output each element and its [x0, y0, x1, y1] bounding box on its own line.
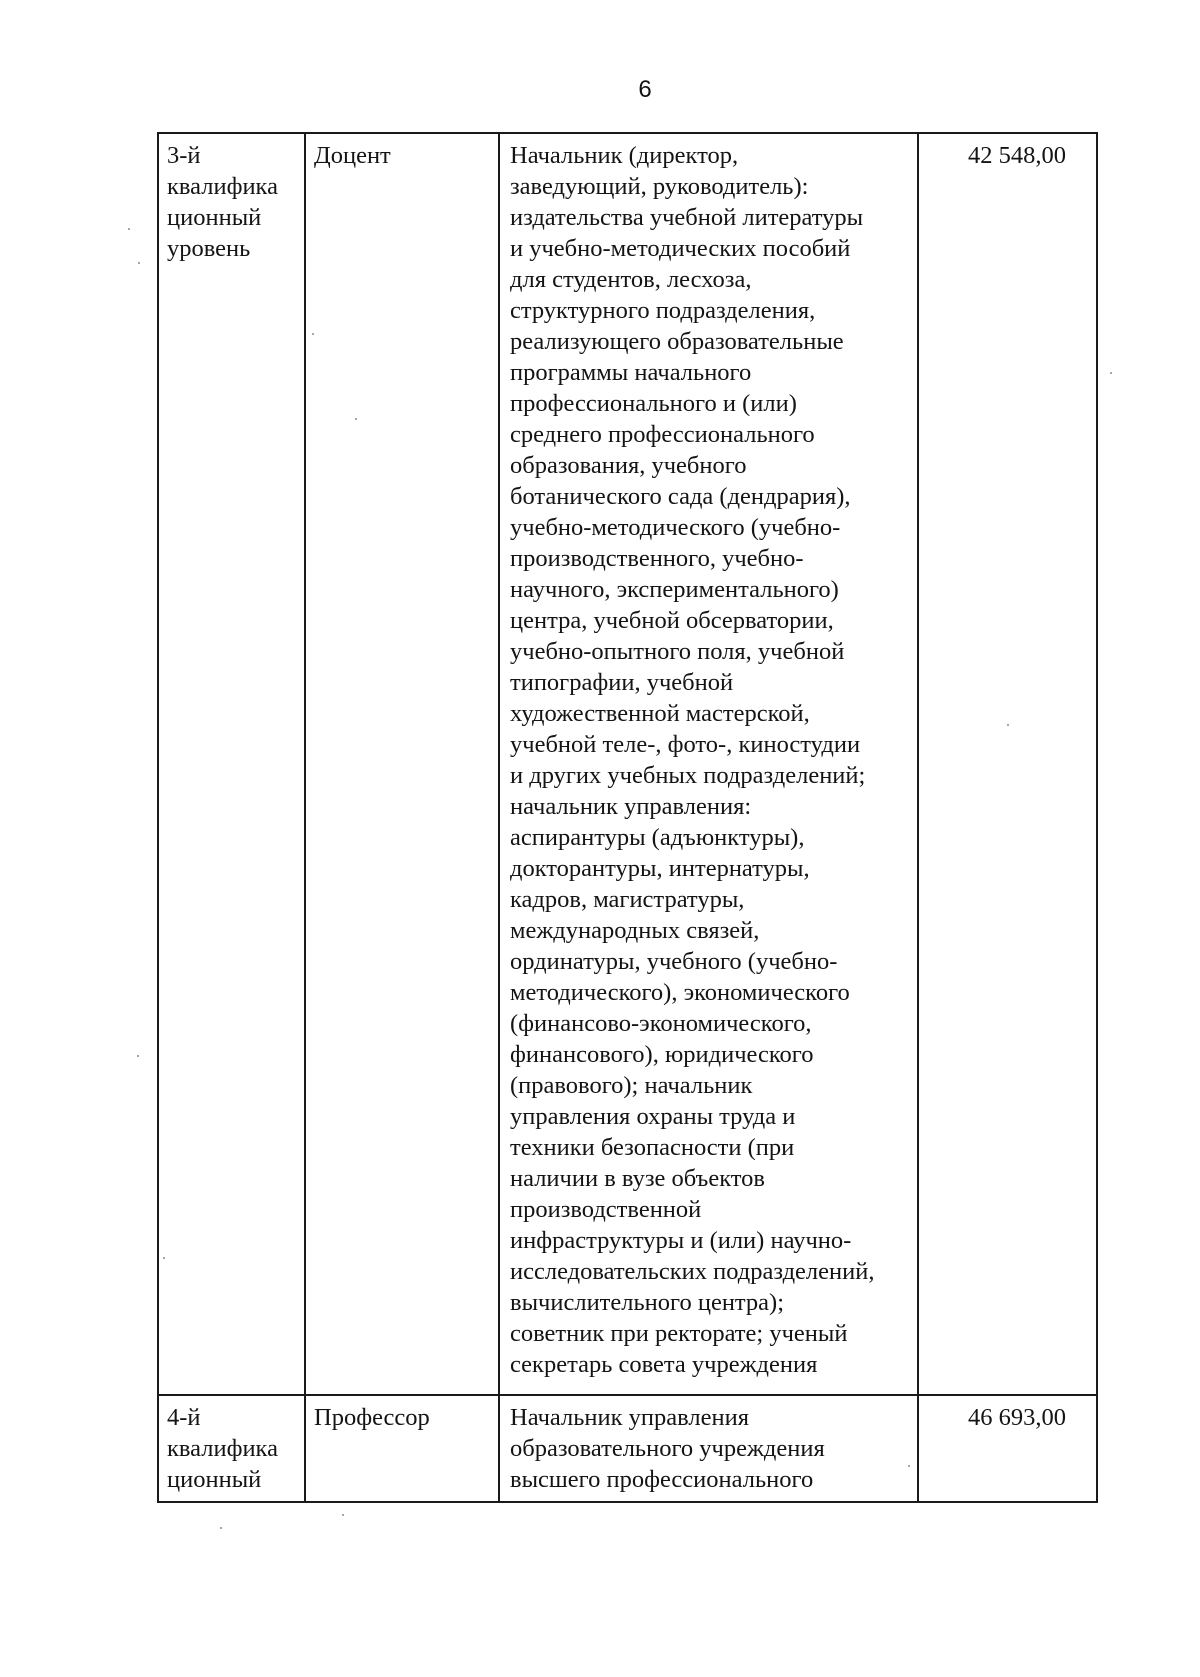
salary-table	[157, 132, 1098, 1503]
scan-speck	[342, 1514, 344, 1516]
qualification-level-cell	[158, 133, 305, 1395]
qualification-level-cell	[158, 1395, 305, 1502]
scan-speck	[355, 418, 357, 420]
scan-speck	[312, 333, 314, 335]
post-cell	[305, 133, 499, 1395]
post-name: Профессор	[314, 1404, 430, 1431]
scan-speck	[128, 228, 130, 230]
position-titles-cell	[499, 133, 918, 1395]
scan-speck	[1110, 372, 1112, 374]
post-cell	[305, 1395, 499, 1502]
table-row	[158, 1395, 1097, 1502]
salary-value: 42 548,00	[968, 142, 1066, 169]
page-number: 6	[638, 76, 652, 103]
qualification-level: 3-й квалифика ционный уровень	[167, 142, 278, 262]
scan-speck	[1007, 724, 1009, 726]
scan-speck	[220, 1527, 222, 1529]
scan-speck	[163, 1257, 165, 1259]
scan-speck	[138, 262, 140, 264]
salary-cell	[918, 1395, 1097, 1502]
position-titles-cell	[499, 1395, 918, 1502]
post-name: Доцент	[314, 142, 391, 169]
salary-cell	[918, 133, 1097, 1395]
qualification-level: 4-й квалифика ционный	[167, 1404, 278, 1493]
scan-speck	[908, 1465, 910, 1467]
position-titles: Начальник (директор, заведующий, руководитель): издательства учебной литературы и учебно-методических пособий для студентов, лесхоза, структурного подразделения, реализующего образовательные программы начального профессионального и (или) среднего профессионального образования, учебного ботанического сада (дендрария), учебно-методического (учебно- производственного, учебно- научного, экспериментального) центра, учебной обсерватории, учебно-опытного поля, учебной типографии, учебной художественной мастерской, учебной теле-, фото-, киностудии и других учебных подразделений; начальник управления: аспирантуры (адъюнктуры), докторантуры, интернатуры, кадров, магистратуры, международных связей, ординатуры, учебного (учебно- методического), экономического (финансово-экономического, финансового), юридического (правового); начальник управления охраны труда и техники безопасности (при наличии в вузе объектов производственной инфраструктуры и (или) научно- исследовательских подразделений, вычислительного центра); советник при ректорате; ученый секретарь совета учреждения	[510, 142, 875, 1378]
position-titles: Начальник управления образовательного учреждения высшего профессионального	[510, 1404, 825, 1493]
salary-value: 46 693,00	[968, 1404, 1066, 1431]
scan-speck	[137, 1055, 139, 1057]
table-row	[158, 133, 1097, 1395]
